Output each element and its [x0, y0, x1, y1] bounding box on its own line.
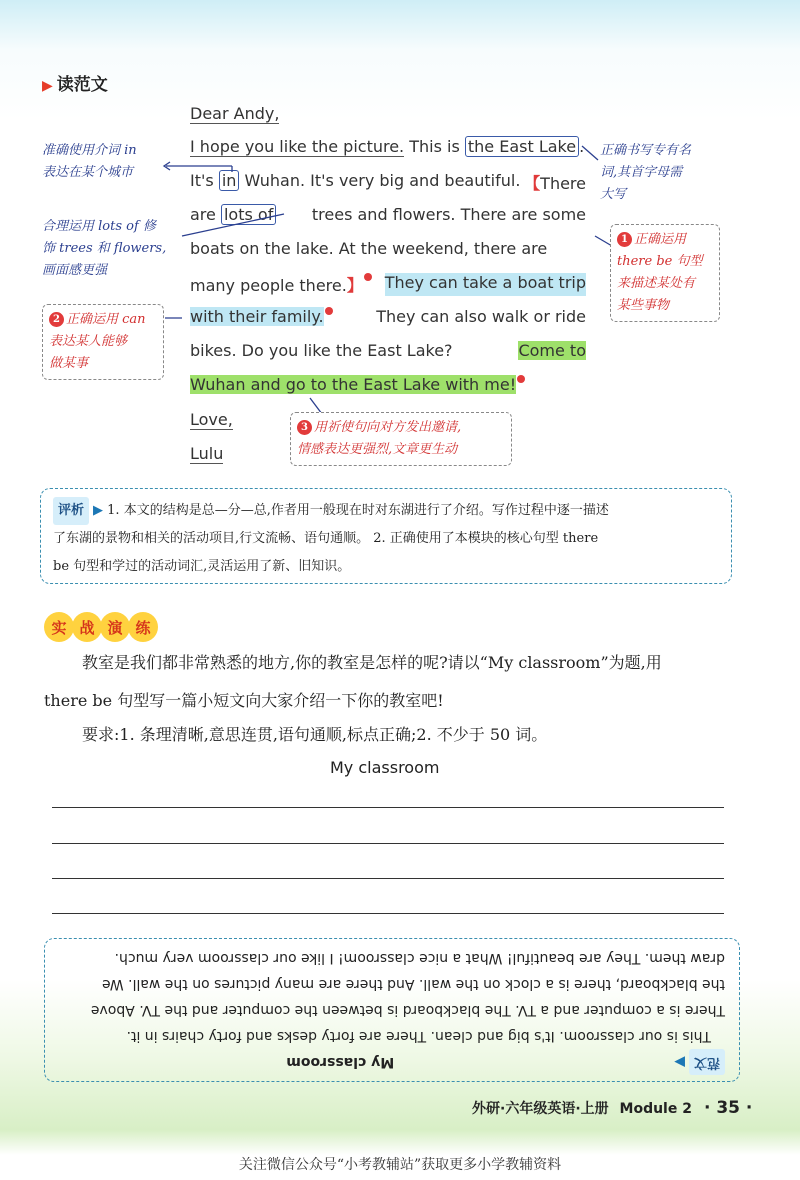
sample-line: the blackboard, there is a clock on the wall. And there are many pictures on the wall. We: [102, 976, 725, 992]
writing-line[interactable]: [52, 843, 724, 844]
practice-requirements: 要求:1. 条理清晰,意思连贯,语句通顺,标点正确;2. 不少于 50 词。: [82, 725, 548, 744]
bottom-note: 关注微信公众号“小考教辅站”获取更多小学教辅资料: [238, 1157, 562, 1173]
letter-signature: Lulu: [190, 444, 224, 463]
page-footer: 外研·六年级英语·上册 Module 2 · 35 ·: [472, 1098, 753, 1118]
letter-line-8: Wuhan and go to the East Lake with me!: [190, 375, 525, 394]
arrow-icon: ▶: [674, 1054, 685, 1070]
sample-title: My classroom: [286, 1054, 395, 1070]
annotation-proper-noun: 正确书写专有名 词,其首字母需 大写: [600, 143, 692, 202]
letter-closing: Love,: [190, 410, 233, 429]
letter-line-2: It's in Wuhan. It's very big and beautiful. 【There: [190, 171, 586, 193]
analysis-tag: 评析: [53, 497, 89, 525]
letter-line-7: bikes. Do you like the East Lake? Come to: [190, 341, 586, 360]
annotation-there-be: 1 正确运用 there be 句型 来描述某处有 某些事物: [610, 224, 720, 322]
letter-line-6: with their family. They can also walk or ride: [190, 307, 586, 326]
sample-tag: 范文: [689, 1049, 725, 1075]
letter-greeting: Dear Andy,: [190, 104, 280, 123]
section-title: ▶ 读范文: [42, 75, 108, 95]
annotation-can: 2 正确运用 can 表达某人能够 做某事: [42, 304, 164, 380]
annotation-preposition: 准确使用介词 in 表达在某个城市: [42, 143, 137, 180]
practice-prompt-line-2: there be 句型写一篇小短文向大家介绍一下你的教室吧!: [44, 691, 444, 710]
letter-line-5: many people there.】 They can take a boat trip: [190, 273, 586, 295]
letter-line-3: are lots of trees and flowers. There are some: [190, 205, 586, 224]
arrow-icon: ▶: [93, 503, 104, 518]
letter-line-4: boats on the lake. At the weekend, there are: [190, 239, 548, 258]
sample-line: This is our classroom. It's big and clean. There are forty desks and forty chairs in it.: [126, 1028, 711, 1044]
practice-title: My classroom: [330, 758, 440, 777]
writing-line[interactable]: [52, 878, 724, 879]
annotation-lots-of: 合理运用 lots of 修 饰 trees 和 flowers, 画面感更强: [42, 219, 167, 278]
letter-line-1: I hope you like the picture. This is the East Lake .: [190, 137, 585, 156]
annotation-imperative: 3 用祈使句向对方发出邀请, 情感表达更强烈,文章更生动: [290, 412, 512, 466]
writing-line[interactable]: [52, 913, 724, 914]
sample-essay-box: [44, 938, 740, 1082]
practice-prompt-line-1: 教室是我们都非常熟悉的地方,你的教室是怎样的呢?请以“My classroom”为题,用: [82, 653, 662, 672]
sample-line: There is a computer and a TV. The blackboard is between the computer and the TV. Above: [90, 1002, 725, 1018]
analysis-box: 评析 ▶ 1. 本文的结构是总—分—总,作者用一般现在时对东湖进行了介绍。写作过程中逐一描述 了东湖的景物和相关的活动项目,行文流畅、语句通顺。 2. 正确使用了本模块的核心句型 there be 句型和学过的活动词汇,灵活运用了新、旧知识。: [40, 488, 732, 584]
triangle-icon: ▶: [42, 78, 53, 94]
sample-line: draw them. They are beautiful! What a nice classroom! I like our classroom very much.: [114, 950, 725, 966]
writing-line[interactable]: [52, 807, 724, 808]
practice-header: 实 战 演 练: [44, 612, 156, 642]
